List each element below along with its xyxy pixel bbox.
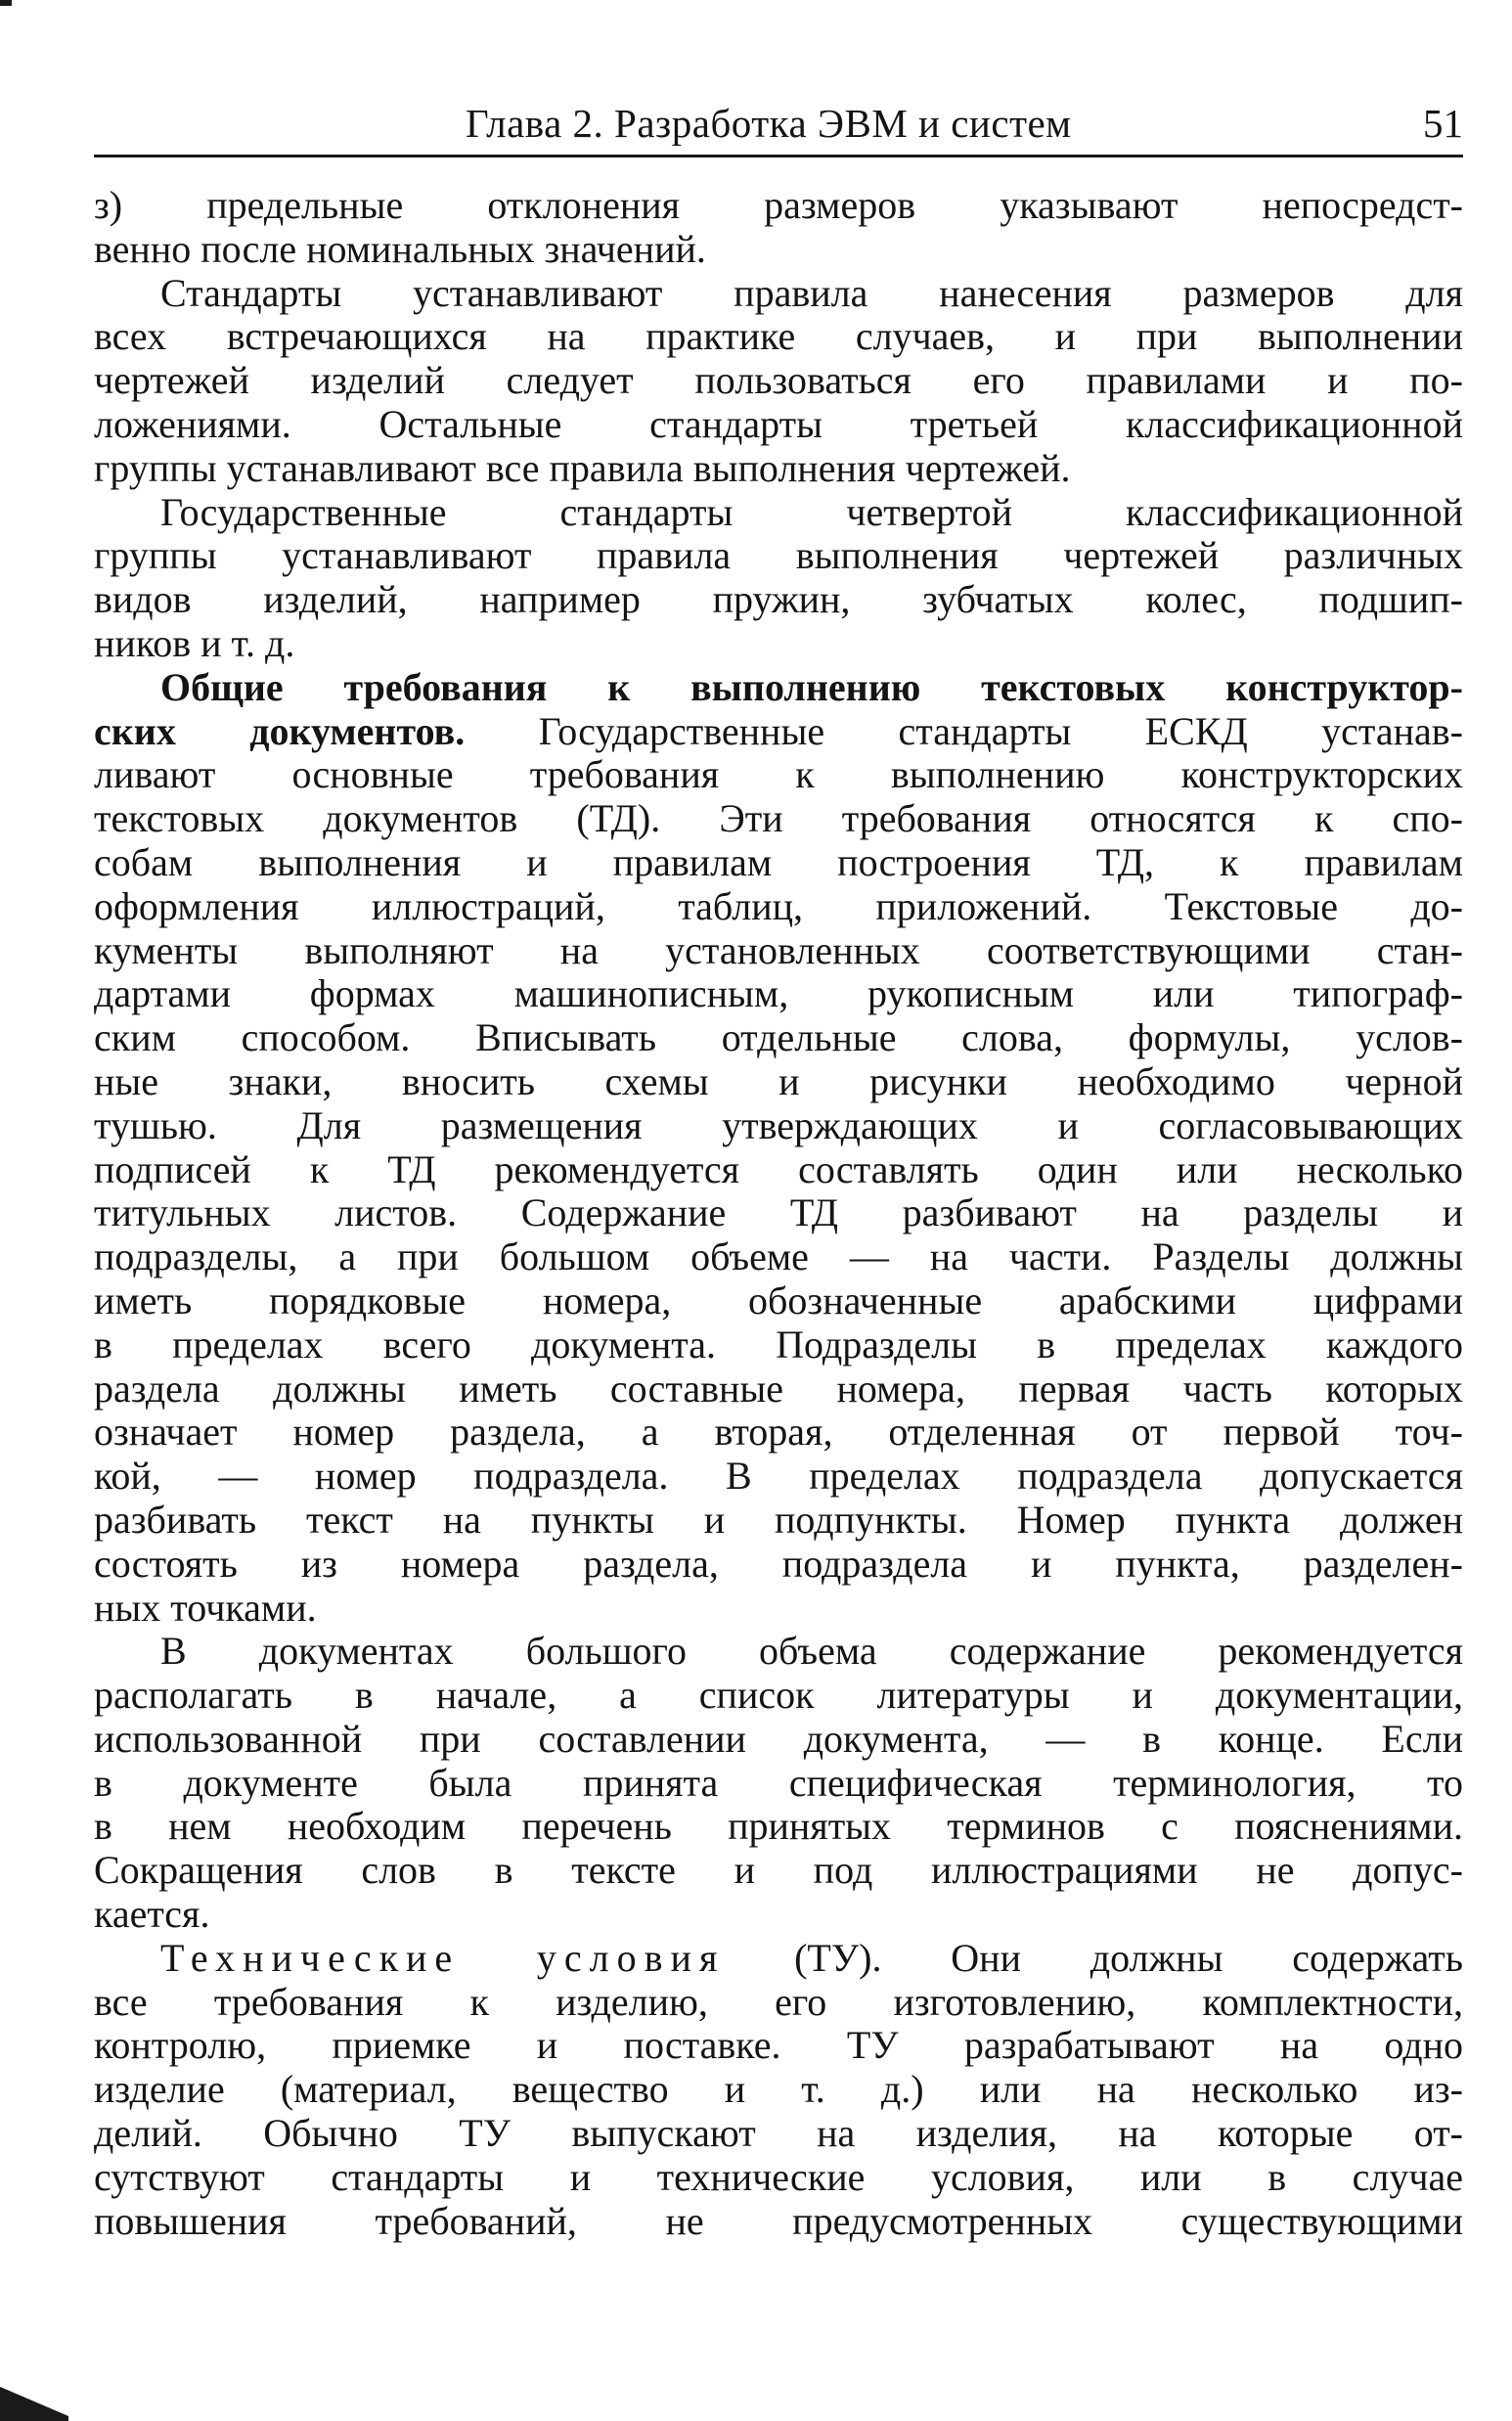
text-line: ливают основные требования к выполнению конструкторских bbox=[94, 753, 1463, 797]
text-line: Стандарты устанавливают правила нанесения размеров для bbox=[160, 271, 1463, 315]
text-line bbox=[94, 1937, 1463, 1981]
text-run: (ТУ). Они должны содержать bbox=[725, 1936, 1463, 1980]
text-line: В документах большого объема содержание рекомендуется bbox=[160, 1630, 1463, 1674]
page-number: 51 bbox=[1423, 101, 1463, 146]
text-line: дартами формах машинописным, рукописным или типограф- bbox=[94, 972, 1463, 1016]
text-line: в нем необходим перечень принятых терминов с пояснениями. bbox=[94, 1805, 1463, 1849]
text-line: иметь порядковые номера, обозначенные арабскими цифрами bbox=[94, 1278, 1463, 1323]
text-line: ников и т. д. bbox=[94, 621, 295, 665]
text-line: изделие (материал, вещество и т. д.) или на несколько из- bbox=[94, 2068, 1463, 2112]
text-line: повышения требований, не предусмотренных существующими bbox=[94, 2199, 1463, 2243]
text-line: видов изделий, например пружин, зубчатых колес, подшип- bbox=[94, 578, 1463, 622]
text-line: подразделы, а при большом объеме — на части. Разделы должны bbox=[94, 1235, 1463, 1279]
text-line: текстовых документов (ТД). Эти требования относятся к спо- bbox=[94, 797, 1463, 841]
text-line bbox=[94, 710, 1463, 754]
text-line: з) предельные отклонения размеров указывают непосредст- bbox=[94, 184, 1463, 227]
text-line: делий. Обычно ТУ выпускают на изделия, на которые от- bbox=[94, 2112, 1463, 2156]
text-line: тушью. Для размещения утверждающих и согласовывающих bbox=[94, 1103, 1463, 1147]
body-text bbox=[94, 184, 1463, 2243]
text-line: разбивать текст на пункты и подпункты. Номер пункта должен bbox=[94, 1498, 1463, 1542]
text-run: Государственные стандарты ЕСКД устанав- bbox=[465, 709, 1463, 753]
text-line: ных точками. bbox=[94, 1586, 317, 1630]
scan-corner-mark bbox=[0, 2387, 68, 2421]
text-line: ные знаки, вносить схемы и рисунки необходимо черной bbox=[94, 1059, 1463, 1103]
text-line: все требования к изделию, его изготовлению, комплектности, bbox=[94, 1980, 1463, 2024]
scan-edge-mark bbox=[0, 0, 12, 6]
text-line: группы устанавливают все правила выполнения чертежей. bbox=[94, 446, 1071, 490]
text-line: кой, — номер подраздела. В пределах подраздела допускается bbox=[94, 1455, 1463, 1499]
text-line: чертежей изделий следует пользоваться его правилами и по- bbox=[94, 359, 1463, 403]
section-heading-line: Общие требования к выполнению текстовых конструктор- bbox=[160, 665, 1463, 709]
text-line: титульных листов. Содержание ТД разбивают на разделы и bbox=[94, 1191, 1463, 1235]
text-line: состоять из номера раздела, подраздела и пункта, разделен- bbox=[94, 1542, 1463, 1586]
page-header bbox=[94, 94, 1463, 162]
text-line: собам выполнения и правилам построения ТД, к правилам bbox=[94, 840, 1463, 884]
text-line: в документе была принята специфическая терминология, то bbox=[94, 1761, 1463, 1805]
text-line: группы устанавливают правила выполнения чертежей различных bbox=[94, 534, 1463, 578]
text-line: оформления иллюстраций, таблиц, приложений. Текстовые до- bbox=[94, 884, 1463, 928]
text-line: располагать в начале, а список литературы и документации, bbox=[94, 1674, 1463, 1718]
text-line: Государственные стандарты четвертой классификационной bbox=[160, 490, 1463, 534]
text-line: контролю, приемке и поставке. ТУ разрабатывают на одно bbox=[94, 2024, 1463, 2068]
spaced-term: Технические условия bbox=[160, 1936, 726, 1980]
header-rule bbox=[94, 155, 1463, 157]
text-line: сутствуют стандарты и технические условия, или в случае bbox=[94, 2155, 1463, 2199]
section-heading-tail: ских документов. bbox=[94, 709, 466, 753]
text-line: всех встречающихся на практике случаев, и при выполнении bbox=[94, 315, 1463, 359]
text-line: раздела должны иметь составные номера, первая часть которых bbox=[94, 1367, 1463, 1411]
text-line: кументы выполняют на установленных соответствующими стан- bbox=[94, 928, 1463, 972]
text-line: Сокращения слов в тексте и под иллюстрациями не допус- bbox=[94, 1849, 1463, 1893]
text-line: кается. bbox=[94, 1893, 210, 1937]
text-line: означает номер раздела, а вторая, отделенная от первой точ- bbox=[94, 1411, 1463, 1455]
text-line: в пределах всего документа. Подразделы в пределах каждого bbox=[94, 1323, 1463, 1367]
running-title: Глава 2. Разработка ЭВМ и систем bbox=[466, 101, 1072, 146]
text-line: ложениями. Остальные стандарты третьей классификационной bbox=[94, 402, 1463, 446]
text-line: использованной при составлении документа, — в конце. Если bbox=[94, 1717, 1463, 1761]
text-line: подписей к ТД рекомендуется составлять один или несколько bbox=[94, 1147, 1463, 1191]
text-line: венно после номинальных значений. bbox=[94, 227, 706, 271]
text-line: ским способом. Вписывать отдельные слова, формулы, услов- bbox=[94, 1016, 1463, 1060]
